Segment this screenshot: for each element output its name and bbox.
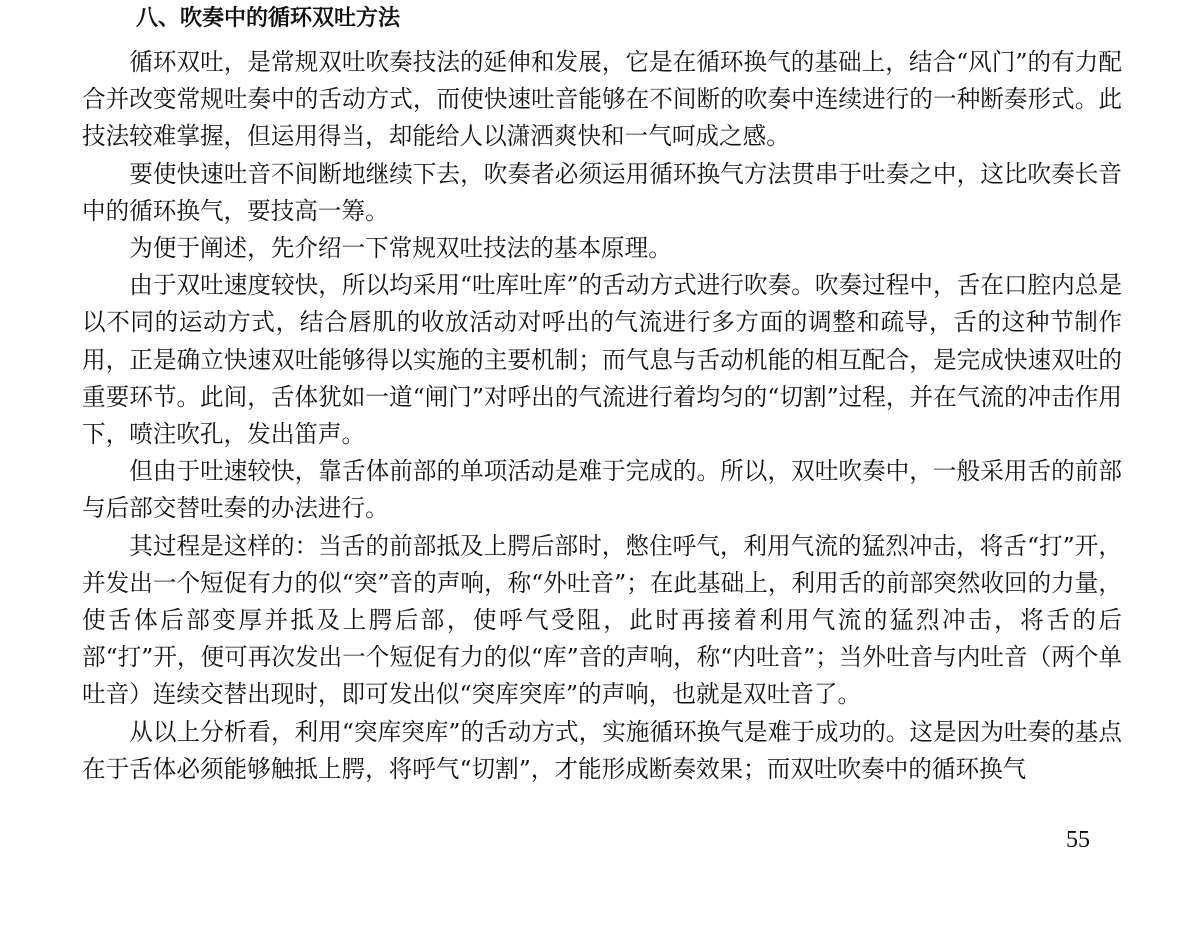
paragraph-6: 其过程是这样的：当舌的前部抵及上腭后部时，憋住呼气，利用气流的猛烈冲击，将舌“打”开，并发出一个短促有力的似“突”音的声响，称“外吐音”；在此基础上，利用舌的前部突然收回的力量，使舌体后部变厚并抵及上腭后部，使呼气受阻，此时再接着利用气流的猛烈冲击，将舌的后部“打”开，便可再次发出一个短促有力的似“库”音的声响，称“内吐音”；当外吐音与内吐音（两个单吐音）连续交替出现时，即可发出似“突库突库”的声响，也就是双吐音了。 (82, 531, 1122, 709)
section-heading: 八、吹奏中的循环双吐方法 (136, 6, 401, 31)
paragraph-7: 从以上分析看，利用“突库突库”的舌动方式，实施循环换气是难于成功的。这是因为吐奏的基点在于舌体必须能够触抵上腭，将呼气“切割”，才能形成断奏效果；而双吐吹奏中的循环换气 (82, 717, 1122, 783)
page-number: 55 (1066, 827, 1090, 853)
paragraph-5: 但由于吐速较快，靠舌体前部的单项活动是难于完成的。所以，双吐吹奏中，一般采用舌的前部与后部交替吐奏的办法进行。 (82, 457, 1122, 523)
paragraph-4: 由于双吐速度较快，所以均采用“吐库吐库”的舌动方式进行吹奏。吹奏过程中，舌在口腔内总是以不同的运动方式，结合唇肌的收放活动对呼出的气流进行多方面的调整和疏导，舌的这种节制作用，正是确立快速双吐能够得以实施的主要机制；而气息与舌动机能的相互配合，是完成快速双吐的重要环节。此间，舌体犹如一道“闸门”对呼出的气流进行着均匀的“切割”过程，并在气流的冲击作用下，喷注吹孔，发出笛声。 (82, 271, 1122, 449)
paragraph-3: 为便于阐述，先介绍一下常规双吐技法的基本原理。 (129, 234, 672, 263)
paragraph-1: 循环双吐，是常规双吐吹奏技法的延伸和发展，它是在循环换气的基础上，结合“风门”的有力配合并改变常规吐奏中的舌动方式，而使快速吐音能够在不间断的吹奏中连续进行的一种断奏形式。此技法较难掌握，但运用得当，却能给人以潇洒爽快和一气呵成之感。 (82, 48, 1122, 151)
paragraph-2: 要使快速吐音不间断地继续下去，吹奏者必须运用循环换气方法贯串于吐奏之中，这比吹奏长音中的循环换气，要技高一筹。 (82, 159, 1122, 225)
body-text (82, 44, 1122, 788)
